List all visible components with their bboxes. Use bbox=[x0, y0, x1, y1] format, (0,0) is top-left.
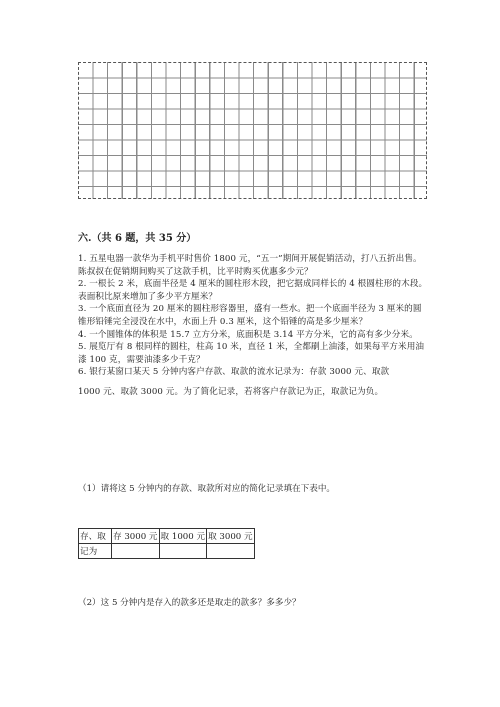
answer-cell[interactable] bbox=[112, 544, 160, 559]
subquestion-1: （1）请将这 5 分钟内的存款、取款所对应的简化记录填在下表中。 bbox=[78, 484, 336, 494]
answer-cell[interactable] bbox=[207, 544, 255, 559]
problem-6-continued: 1000 元、取款 3000 元。为了简化记录，若将客户存款记为正，取款记为负。 bbox=[78, 386, 384, 397]
table-cell: 存、取 bbox=[79, 529, 112, 544]
problem-1: 1. 五星电器一款华为手机平时售价 1800 元，“五一”期间开展促销活动，打八五折出售。陈叔叔在促销期间购买了这款手机，比平时购买优惠多少元？ bbox=[78, 254, 422, 277]
table-cell: 存 3000 元 bbox=[112, 529, 160, 544]
problem-list bbox=[78, 253, 430, 399]
record-table bbox=[78, 528, 255, 559]
problem-2: 2. 一根长 2 米，底面半径是 4 厘米的圆柱形木段，把它据成同样长的 4 根圆柱形的木段。表面积比原来增加了多少平方厘米？ bbox=[78, 279, 428, 302]
table-cell: 取 1000 元 bbox=[159, 529, 207, 544]
writing-grid bbox=[78, 62, 427, 199]
problem-6: 6. 银行某窗口某天 5 分钟内客户存款、取款的流水记录为：存款 3000 元、取款 bbox=[78, 367, 390, 378]
table-cell: 记为 bbox=[79, 544, 112, 559]
table-row bbox=[79, 529, 255, 544]
problem-3: 3. 一个底面直径为 20 厘米的圆柱形容器里，盛有一些水。把一个底面半径为 3 厘米的圆锥形铅锤完全浸没在水中，水面上升 0.3 厘米，这个铅锤的高是多少厘米？ bbox=[78, 304, 422, 327]
answer-cell[interactable] bbox=[159, 544, 207, 559]
problem-4: 4. 一个圆锥体的体积是 15.7 立方分米，底面积是 3.14 平方分米，它的高有多少分米。 bbox=[78, 329, 418, 340]
table-row bbox=[79, 544, 255, 559]
table-cell: 取 3000 元 bbox=[207, 529, 255, 544]
subquestion-2: （2）这 5 分钟内是存入的款多还是取走的款多？多多少？ bbox=[78, 598, 301, 608]
problem-5: 5. 展览厅有 8 根同样的圆柱，柱高 10 米，直径 1 米，全都刷上油漆，如果每平方米用油漆 100 克，需要油漆多少千克？ bbox=[78, 342, 425, 365]
section-title: 六.（共 6 题，共 35 分） bbox=[78, 233, 197, 244]
